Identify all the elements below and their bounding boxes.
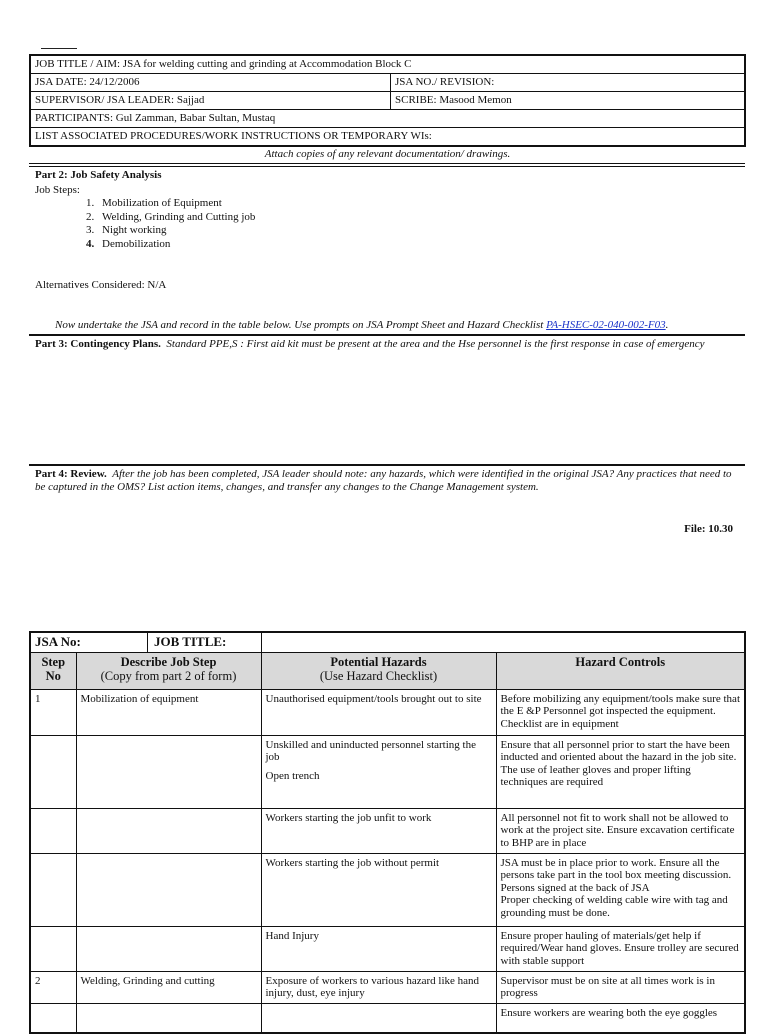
list-item: 2. Welding, Grinding and Cutting job [86, 210, 256, 223]
table-row: Workers starting the job without permit JSA must be in place prior to work. Ensure all the persons take part in the tool box meeting discussion. Persons signed at the back of JSA Proper checking of welding cable wire with tag and grounding must be done. [30, 853, 745, 926]
table-row: Unskilled and uninducted personnel starting the job Open trench Ensure that all personnel prior to start the have been inducted and oriented about the hazard in the job site. The use of leather gloves and proper lifting techniques are required [30, 735, 745, 808]
col-hazards: Potential Hazards (Use Hazard Checklist) [261, 652, 496, 689]
list-item: 4. Demobilization [86, 237, 171, 250]
col-job-step: Describe Job Step (Copy from part 2 of form) [76, 652, 261, 689]
part3-rule [29, 334, 745, 336]
hazard-checklist-link[interactable]: PA-HSEC-02-040-002-F03 [546, 319, 666, 331]
jsa-date-cell: JSA DATE: 24/12/2006 [30, 74, 391, 92]
double-rule [29, 163, 745, 167]
col-step-no: Step No [30, 652, 76, 689]
list-item: 1. Mobilization of Equipment [86, 197, 222, 209]
table-row: 1 Mobilization of equipment Unauthorised equipment/tools brought out to site Before mobilizing any equipment/tools make sure that the E &P Personnel got inspected the equipment. Checklist are in equipment [30, 689, 745, 735]
undertake-line: Now undertake the JSA and record in the table below. Use prompts on JSA Prompt Sheet and Hazard Checklist PA-HSEC-02-040-002-F03. [55, 319, 669, 331]
part4-block: Part 4: Review. After the job has been completed, JSA leader should note: any hazards, which were identified in the original JSA? Any practices that need to be captured in the OMS? List action items, changes, and transfer any changes to the Change Management system. [35, 468, 732, 493]
jsa-analysis-table [29, 631, 746, 1034]
job-title-label: JOB TITLE: [154, 634, 227, 649]
top-short-rule [41, 48, 77, 49]
attach-note: Attach copies of any relevant documentation/ drawings. [264, 148, 511, 160]
part4-rule [29, 464, 745, 466]
col-controls: Hazard Controls [496, 652, 745, 689]
procedures-cell: LIST ASSOCIATED PROCEDURES/WORK INSTRUCTIONS OR TEMPORARY WIs: [30, 128, 745, 147]
table-row: Ensure workers are wearing both the eye goggles [30, 1003, 745, 1033]
list-item: 3. Night working [86, 224, 167, 236]
jsa-no-cell: JSA NO./ REVISION: [391, 74, 746, 92]
table-row: Workers starting the job unfit to work All personnel not fit to work shall not be allowed to work at the project site. Ensure excavation certificate to BHP are in place [30, 808, 745, 853]
alternatives-line: Alternatives Considered: N/A [35, 279, 167, 291]
scribe-cell: SCRIBE: Masood Memon [391, 92, 746, 110]
table-row: 2 Welding, Grinding and cutting Exposure of workers to various hazard like hand injury, dust, eye injury Supervisor must be on site at all times work is in progress [30, 971, 745, 1003]
table-row: Hand Injury Ensure proper hauling of materials/get help if required/Wear hand gloves. Ensure trolley are secured with stable support [30, 926, 745, 971]
job-title-cell: JOB TITLE / AIM: JSA for welding cutting and grinding at Accommodation Block C [30, 55, 745, 74]
supervisor-cell: SUPERVISOR/ JSA LEADER: Sajjad [30, 92, 391, 110]
jsa-header-table [29, 54, 746, 147]
jsa-no-label: JSA No: [31, 633, 148, 652]
part3-block: Part 3: Contingency Plans. Standard PPE,S : First aid kit must be present at the area and the Hse personnel is the first response in case of emergency [35, 338, 705, 350]
job-steps-list [86, 197, 255, 251]
participants-cell: PARTICIPANTS: Gul Zamman, Babar Sultan, Mustaq [30, 110, 745, 128]
part2-heading: Part 2: Job Safety Analysis [35, 169, 162, 181]
job-steps-label: Job Steps: [35, 184, 80, 196]
file-reference: File: 10.30 [684, 523, 733, 535]
